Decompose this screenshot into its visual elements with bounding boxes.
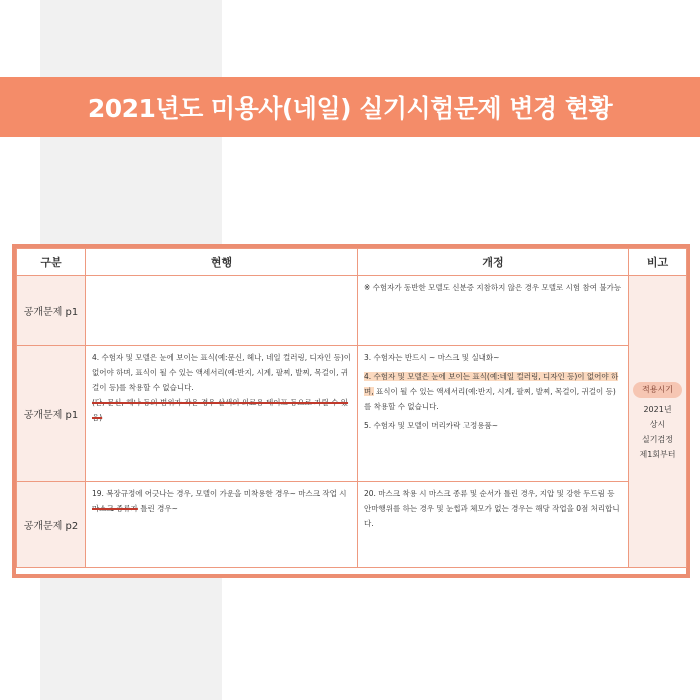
revised-text: 3. 수험자는 반드시 ~ 마스크 및 실내화~ bbox=[364, 353, 500, 362]
deleted-text: 마스크 종류가 bbox=[92, 504, 138, 513]
table-row bbox=[17, 276, 687, 346]
remark-line: 2021년 bbox=[643, 404, 672, 414]
current-text: 4. 수험자 및 모델은 눈에 보이는 표식(예:문신, 헤나, 네일 컬러링, 디자인 등)이 없어야 하며, 표식이 될 수 있는 액세서리(예:반지, 시계, 팔찌, 발찌, 목걸이, 귀걸이 등)를 착용할 수 없습니다. bbox=[92, 353, 352, 392]
deleted-text: (단, 문신, 헤나 등의 범위가 작은 경우 살색의 의료용 테이프 등으로 가릴 수 있음) bbox=[92, 398, 349, 422]
current-cell bbox=[86, 276, 358, 346]
change-table bbox=[16, 248, 687, 568]
current-text: 틀린 경우~ bbox=[137, 504, 178, 513]
header-revised: 개정 bbox=[358, 249, 629, 276]
revised-text: ※ 수험자가 동반한 모델도 신분증 지참하지 않은 경우 모델로 시험 참여 불가능 bbox=[364, 283, 622, 292]
table-row bbox=[17, 346, 687, 482]
title-banner bbox=[0, 77, 700, 137]
highlighted-text: 4. 수험자 및 모델은 눈에 보이는 표식(예:네일 컬러링, 디자인 등)이 없어야 하며, bbox=[364, 372, 619, 396]
remark-line: 제1회부터 bbox=[639, 449, 676, 459]
header-category: 구분 bbox=[17, 249, 86, 276]
revised-text: 5. 수험자 및 모델이 머리카락 고정용품~ bbox=[364, 421, 499, 430]
revised-cell bbox=[358, 482, 629, 568]
row-label: 공개문제 p2 bbox=[17, 482, 86, 568]
row-label: 공개문제 p1 bbox=[17, 346, 86, 482]
revised-text: 표식이 될 수 있는 액세서리(예:반지, 시계, 팔찌, 발찌, 목걸이, 귀걸이 등)를 착용할 수 없습니다. bbox=[364, 387, 616, 411]
current-cell bbox=[86, 346, 358, 482]
table-row bbox=[17, 482, 687, 568]
remark-cell bbox=[629, 276, 687, 568]
row-label: 공개문제 p1 bbox=[17, 276, 86, 346]
remark-line: 실기검정 bbox=[642, 434, 673, 444]
apply-period-badge: 적용시기 bbox=[633, 382, 682, 398]
revised-cell bbox=[358, 346, 629, 482]
current-text: 19. 복장규정에 어긋나는 경우, 모델이 가운을 미착용한 경우~ 마스크 작업 시 bbox=[92, 489, 347, 498]
revised-text: 20. 마스크 착용 시 마스크 종류 및 순서가 틀린 경우, 지압 및 강한 두드림 등 안마행위를 하는 경우 및 눈썹과 체모가 없는 경우는 해당 작업을 0점 처리합니다. bbox=[364, 489, 620, 528]
header-remark: 비고 bbox=[629, 249, 687, 276]
current-cell bbox=[86, 482, 358, 568]
revised-cell bbox=[358, 276, 629, 346]
remark-line: 상시 bbox=[649, 419, 666, 429]
page-title: 2021년도 미용사(네일) 실기시험문제 변경 현황 bbox=[87, 94, 613, 123]
revised-text-item-4 bbox=[364, 369, 622, 414]
change-table-frame bbox=[12, 244, 690, 578]
header-current: 현행 bbox=[86, 249, 358, 276]
table-header-row bbox=[17, 249, 687, 276]
